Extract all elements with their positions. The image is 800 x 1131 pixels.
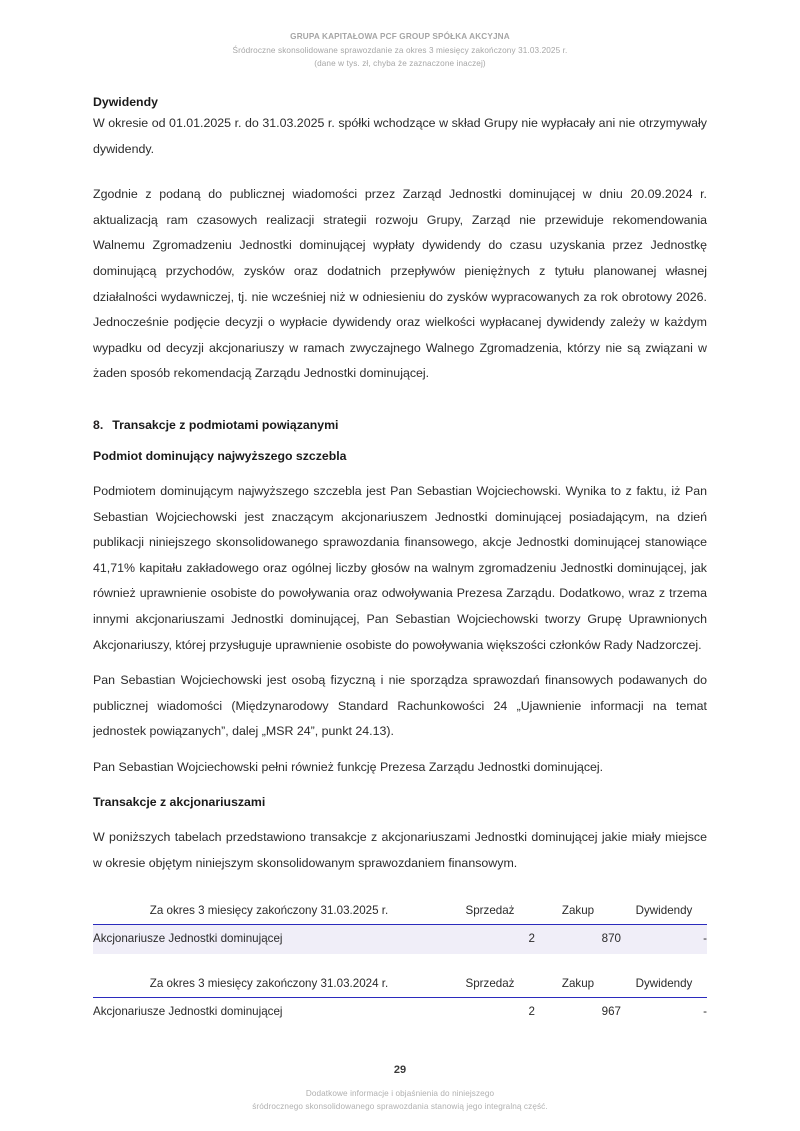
heading-parent-entity: Podmiot dominujący najwyższego szczebla [93, 448, 347, 463]
header-units-note: (dane w tys. zł, chyba że zaznaczone inaczej) [314, 59, 486, 68]
spacer [93, 387, 707, 417]
document-footer [0, 1062, 800, 1113]
column-header-sprzedaz: Sprzedaż [445, 899, 535, 925]
table-header-row [93, 972, 707, 998]
header-company-name: GRUPA KAPITAŁOWA PCF GROUP SPÓŁKA AKCYJNA [290, 32, 510, 41]
column-header-period: Za okres 3 miesięcy zakończony 31.03.2025 r. [93, 899, 445, 925]
table-header-row [93, 899, 707, 925]
spacer [93, 811, 707, 825]
footer-note-line-1: Dodatkowe informacje i objaśnienia do niniejszego [305, 1089, 495, 1098]
table-row [93, 924, 707, 954]
page-number: 29 [393, 1064, 407, 1076]
column-header-sprzedaz: Sprzedaż [445, 972, 535, 998]
column-header-zakup: Zakup [535, 899, 621, 925]
table-body [93, 997, 707, 1027]
paragraph-dividends-2: Zgodnie z podaną do publicznej wiadomości przez Zarząd Jednostki dominującej w dniu 20.09.2024 r. aktualizacją ram czasowych realizacji strategii rozwoju Grupy, Zarząd nie przewiduje rekomendowania Walnemu Zgromadzeniu Jednostki dominującej wypłaty dywidendy do czasu uzyskania przez Jednostkę dominującą przychodów, zysków oraz dodatnich przepływów pieniężnych z tytułu planowanej własnej działalności wydawniczej, tj. nie wcześniej niż w odniesieniu do zysków wypracowanych za rok obrotowy 2026. Jednocześnie podjęcie decyzji o wypłacie dywidendy oraz wielkości wypłacanej dywidendy zależy w każdym wypadku od decyzji akcjonariuszy w ramach zwyczajnego Walnego Zgromadzenia, którzy nie są związani w żaden sposób rekomendacją Zarządu Jednostki dominującej. [93, 187, 707, 381]
table-head [93, 899, 707, 925]
spacer [93, 745, 707, 755]
spacer [93, 162, 707, 182]
spacer [93, 877, 707, 899]
document-content [93, 94, 707, 1027]
cell-zakup: 870 [601, 931, 621, 945]
section-8-number: 8. [93, 417, 104, 432]
column-header-period: Za okres 3 miesięcy zakończony 31.03.2024 r. [93, 972, 445, 998]
header-report-period: Śródroczne skonsolidowane sprawozdanie za okres 3 miesięcy zakończony 31.03.2025 r. [232, 45, 568, 55]
cell-row-label: Akcjonariusze Jednostki dominującej [93, 1004, 283, 1018]
cell-dywidendy: - [703, 931, 707, 945]
footer-note-line-2: śródrocznego skonsolidowanego sprawozdania stanowią jego integralną część. [252, 1102, 548, 1111]
spacer [93, 780, 707, 794]
paragraph-parent-2: Pan Sebastian Wojciechowski jest osobą fizyczną i nie sporządza sprawozdań finansowych podawanych do publicznej wiadomości (Międzynarodowy Standard Rachunkowości 24 „Ujawnienie informacji na temat jednostek powiązanych”, dalej „MSR 24”, punkt 24.13). [93, 673, 707, 739]
cell-row-label: Akcjonariusze Jednostki dominującej [93, 931, 283, 945]
cell-sprzedaz: 2 [528, 931, 535, 945]
transactions-table-2025 [93, 899, 707, 954]
cell-zakup: 967 [601, 1004, 621, 1018]
spacer [93, 434, 707, 448]
column-header-dywidendy: Dywidendy [621, 899, 707, 925]
column-header-dywidendy: Dywidendy [621, 972, 707, 998]
cell-dywidendy: - [703, 1004, 707, 1018]
table-wrapper-2025 [93, 899, 707, 954]
paragraph-dividends-1: W okresie od 01.01.2025 r. do 31.03.2025 r. spółki wchodzące w skład Grupy nie wypłacały ani nie otrzymywały dywidendy. [93, 116, 707, 156]
heading-shareholder-transactions: Transakcje z akcjonariuszami [93, 795, 266, 810]
transactions-table-2024 [93, 972, 707, 1027]
spacer [93, 465, 707, 479]
table-wrapper-2024 [93, 972, 707, 1027]
cell-sprzedaz: 2 [528, 1004, 535, 1018]
section-8-title: Transakcje z podmiotami powiązanymi [112, 417, 339, 432]
paragraph-parent-1: Podmiotem dominującym najwyższego szczebla jest Pan Sebastian Wojciechowski. Wynika to z faktu, iż Pan Sebastian Wojciechowski jest znaczącym akcjonariuszem Jednostki dominującej posiadającym, na dzień publikacji niniejszego skonsolidowanego sprawozdania finansowego, akcje Jednostki dominującej stanowiące 41,71% kapitału zakładowego oraz ogólnej liczby głosów na walnym zgromadzeniu Jednostki dominującej, jak również uprawnienie osobiste do powoływania oraz odwoływania Prezesa Zarządu. Dodatkowo, wraz z trzema innymi akcjonariuszami Jednostki dominującej, Pan Sebastian Wojciechowski tworzy Grupę Uprawnionych Akcjonariuszy, której przysługuje uprawnienie osobiste do powoływania większości członków Rady Nadzorczej. [93, 483, 707, 652]
spacer [93, 954, 707, 972]
paragraph-parent-3: Pan Sebastian Wojciechowski pełni również funkcję Prezesa Zarządu Jednostki dominującej. [93, 759, 604, 774]
heading-dywidendy: Dywidendy [93, 95, 158, 109]
heading-section-8 [93, 417, 707, 434]
table-row [93, 997, 707, 1027]
column-header-zakup: Zakup [535, 972, 621, 998]
table-body [93, 924, 707, 954]
spacer [93, 658, 707, 668]
paragraph-shareholders: W poniższych tabelach przedstawiono transakcje z akcjonariuszami Jednostki dominującej jakie miały miejsce w okresie objętym niniejszym skonsolidowanym sprawozdaniem finansowym. [93, 830, 707, 871]
table-head [93, 972, 707, 998]
document-running-header [0, 30, 800, 71]
